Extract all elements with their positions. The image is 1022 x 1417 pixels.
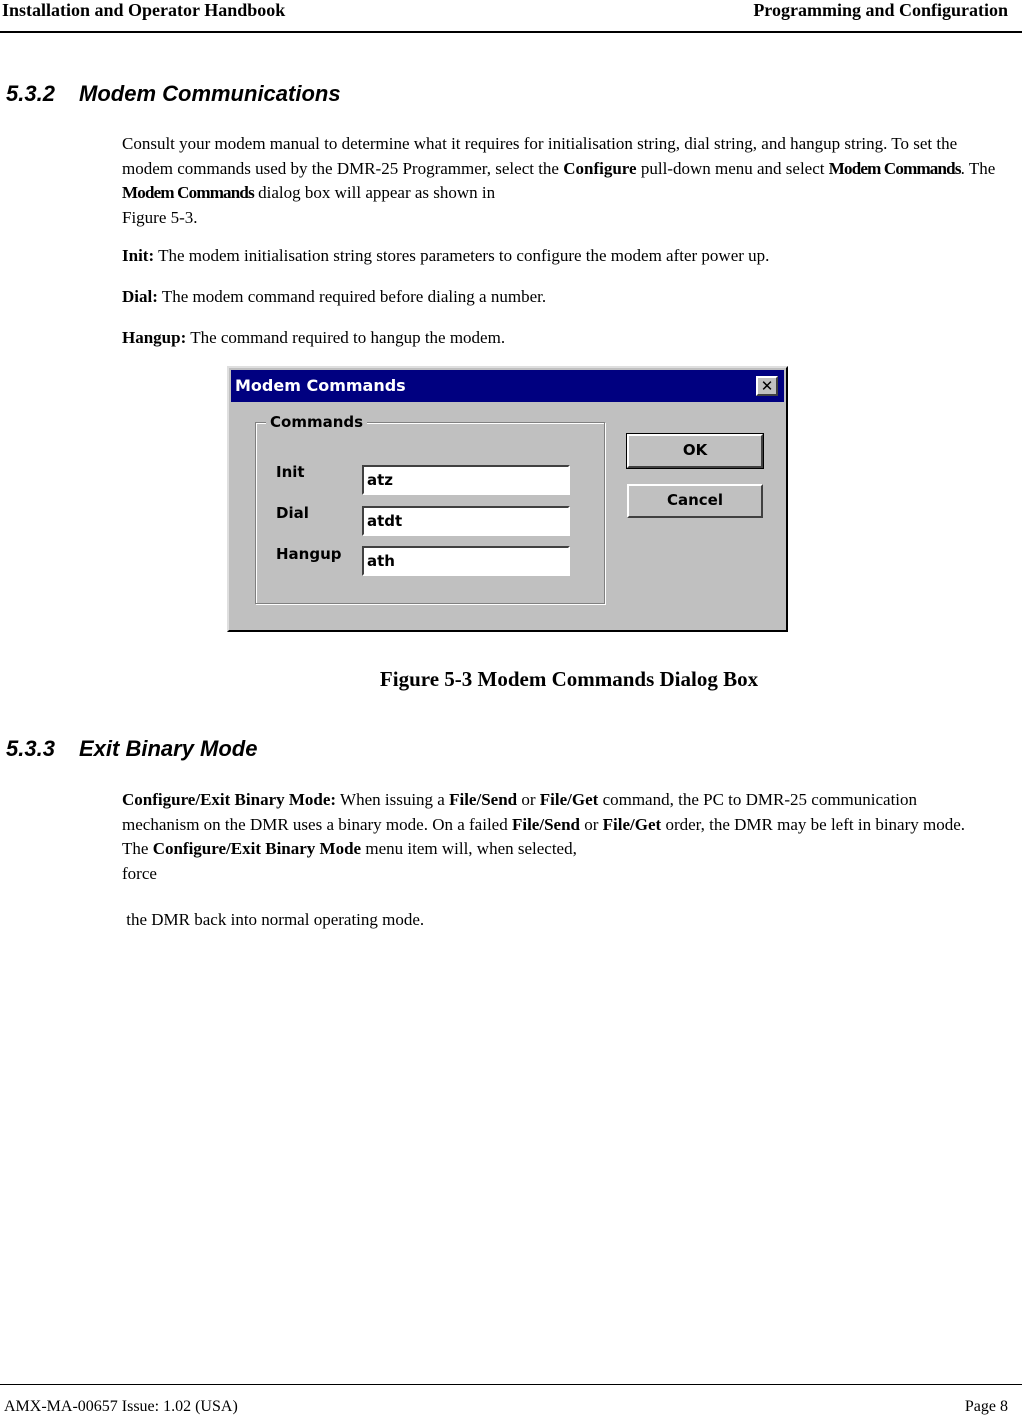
hangup-input[interactable]: ath [362,546,570,576]
dial-label: Dial [276,504,309,522]
exit-binary-continuation: the DMR back into normal operating mode. [122,910,425,929]
figure-reference: Figure 5-3. [122,207,198,227]
dialog-titlebar[interactable] [231,370,784,402]
footer-page-number: Page 8 [964,1398,1008,1415]
definition-dial: Dial: The modem command required before dialing a number. [122,287,547,306]
modem-commands-term: Modem Commands [122,183,254,202]
section-title: Modem Communications [79,81,341,106]
exit-binary-paragraph: Configure/Exit Binary Mode: When issuing a File/Send or File/Get command, the PC to DMR-25 communication mechanism on the DMR uses a binary mode. On a failed File/Send or File/Get order, the DMR may be left in binary mode. The Configure/Exit Binary Mode menu item will, when selected, force [122,790,966,883]
modem-commands-term: Modem Commands [828,158,961,178]
group-label: Commands [266,412,367,432]
commands-groupbox [255,413,605,604]
configure-term: Configure [563,158,637,178]
intro-paragraph: Consult your modem manual to determine what it requires for initialisation string, dial string, and hangup string. To set the modem commands used by the DMR-25 Programmer, select the Configure pull-down menu and select Modem Commands. The Modem Commands dialog box will appear as shown in Figure 5-3. [122,134,996,227]
ok-button[interactable]: OK [627,434,763,468]
header-rule [0,31,1022,33]
footer-doc-id: AMX-MA-00657 Issue: 1.02 (USA) [4,1398,238,1415]
dial-input[interactable]: atdt [362,506,570,536]
figure-caption: Figure 5-3 Modem Commands Dialog Box [379,667,759,691]
header-title-left: Installation and Operator Handbook [2,0,286,20]
cancel-button[interactable]: Cancel [627,484,763,518]
footer-rule [0,1384,1022,1385]
section-heading-5-3-2 [6,81,341,107]
header-title-right: Programming and Configuration [753,0,1008,20]
section-title: Exit Binary Mode [79,736,258,761]
definition-hangup: Hangup: The command required to hangup the modem. [122,328,506,347]
section-number: 5.3.3 [6,736,55,761]
section-number: 5.3.2 [6,81,55,106]
hangup-label: Hangup [276,545,342,563]
modem-commands-dialog [227,366,788,632]
dialog-title: Modem Commands [235,376,406,395]
init-input[interactable]: atz [362,465,570,495]
section-heading-5-3-3 [6,736,257,762]
close-icon[interactable]: ✕ [756,376,778,396]
definition-init: Init: The modem initialisation string stores parameters to configure the modem after power up. [122,246,770,265]
init-label: Init [276,463,305,481]
